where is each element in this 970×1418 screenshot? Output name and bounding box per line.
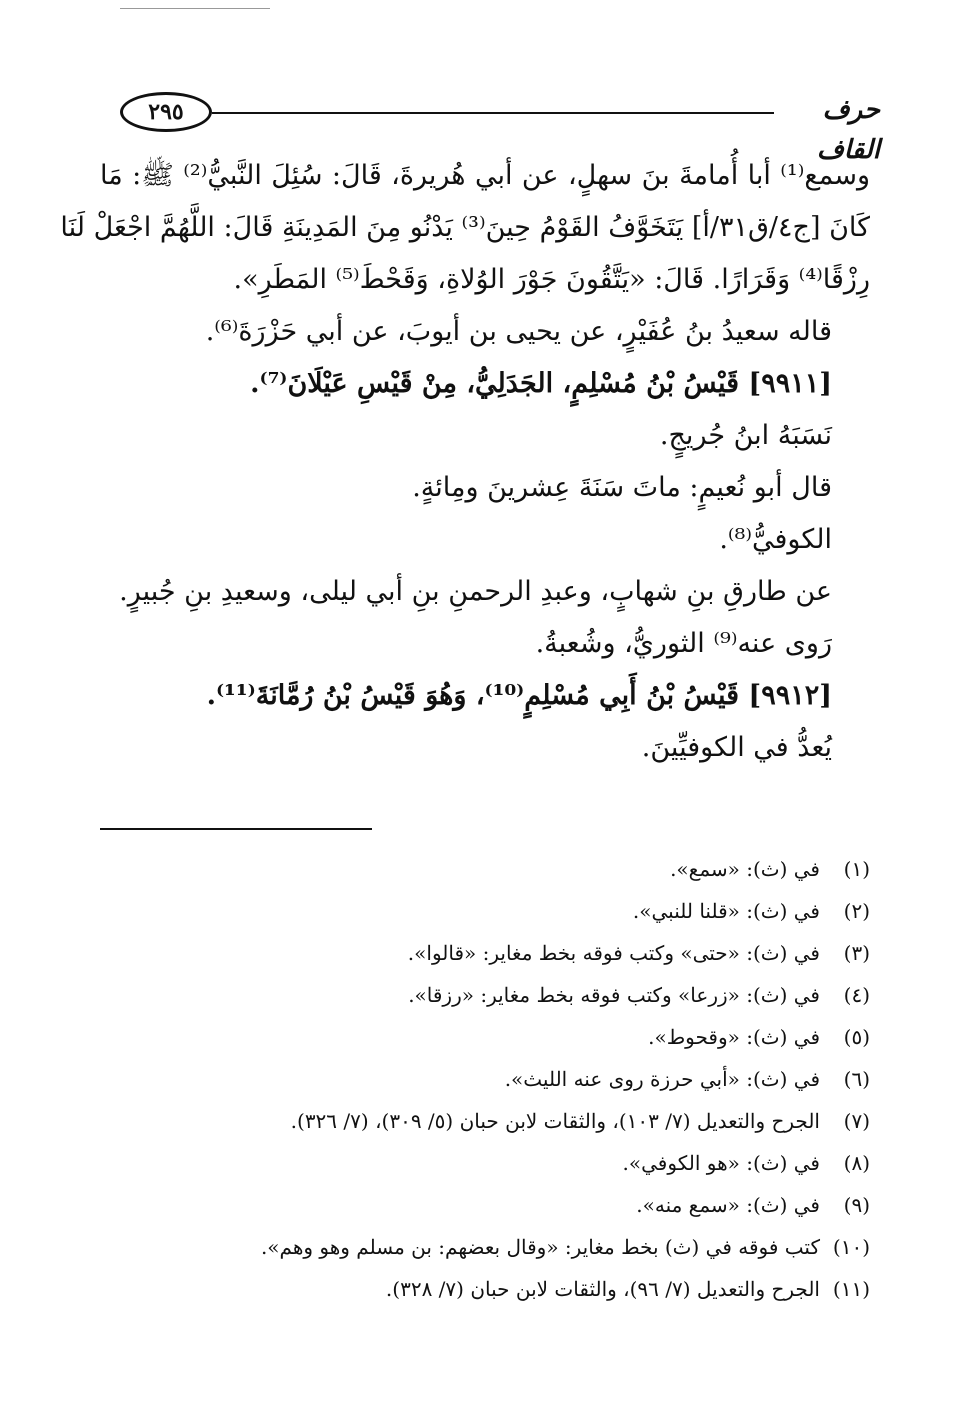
footnote-text: في (ث): «سمع منه». (636, 1193, 820, 1217)
footnote-separator (100, 828, 372, 830)
footnote (100, 1058, 870, 1100)
footnote-number: (١١) (832, 1277, 870, 1301)
footnote-text: في (ث): «حتى» وكتب فوقه بخط مغاير: «قالوا». (407, 941, 820, 965)
footnote-text: في (ث): «أبي حرزة روى عنه الليث». (504, 1067, 820, 1091)
footnotes (100, 848, 870, 1310)
text-line: وسمع⁽¹⁾ أبا أُمامةَ بنَ سهلٍ، عن أبي هُريرةَ، قَالَ: سُئِلَ النَّبيُّ⁽²⁾ ﷺ: مَا (100, 160, 870, 191)
footnote-text: الجرح والتعديل (٧/ ١٠٣)، والثقات لابن حبان (٥/ ٣٠٩)، (٧/ ٣٢٦). (290, 1109, 820, 1133)
main-text (60, 150, 870, 774)
footnote-number: (٨) (843, 1151, 870, 1175)
page-number-badge: ٢٩٥ (120, 92, 212, 132)
footnote (100, 890, 870, 932)
page-header (120, 90, 880, 165)
footnote-number: (١) (843, 857, 870, 881)
footnote (100, 1142, 870, 1184)
footnote-text: في (ث): «قلنا للنبي». (632, 899, 820, 923)
footnote-number: (٢) (843, 899, 870, 923)
footnote-number: (٩) (843, 1193, 870, 1217)
text-line: كَانَ [ج٤/ق٣١/أ] يَتَخَوَّفُ القَوْمُ حِينَ⁽³⁾ يَدْنُو مِنَ المَدِينَةِ قَالَ: اللَّهُمَّ اجْعَلْ لَنَا (60, 212, 870, 243)
entry-heading: [٩٩١١] قَيْسُ بْنُ مُسْلِمٍ، الجَدَلِيُّ، مِنْ قَيْسِ عَيْلَانَ⁽⁷⁾. (250, 368, 832, 399)
footnote-number: (٣) (843, 941, 870, 965)
footnote (100, 1268, 870, 1310)
footnote (100, 1226, 870, 1268)
entry-heading: [٩٩١٢] قَيْسُ بْنُ أَبِي مُسْلِمٍ⁽¹⁰⁾، وَهُوَ قَيْسُ بْنُ رُمَّانَةَ⁽¹¹⁾. (206, 680, 832, 711)
text-line: قال أبو نُعيمٍ: ماتَ سَنَةَ عِشرينَ ومِائةٍ. (412, 472, 832, 503)
footnote-text: في (ث): «زرعا» وكتب فوقه بخط مغاير: «رزقا». (408, 983, 820, 1007)
footnote-number: (٤) (843, 983, 870, 1007)
footnote-number: (٥) (843, 1025, 870, 1049)
text-line: رَوى عنه⁽⁹⁾ الثوريُّ، وشُعبةُ. (535, 628, 832, 659)
top-edge-rule (120, 8, 270, 9)
footnote (100, 848, 870, 890)
footnote (100, 1100, 870, 1142)
footnote (100, 1016, 870, 1058)
text-line: رِزْقًا⁽⁴⁾ وَقَرَارًا. قَالَ: «يَتَّقُونَ جَوْرَ الوُلاةِ، وَقَحْطَ⁽⁵⁾ المَطَرِ». (233, 264, 870, 295)
footnote-text: الجرح والتعديل (٧/ ٩٦)، والثقات لابن حبان (٧/ ٣٢٨). (385, 1277, 820, 1301)
footnote-text: في (ث): «سمع». (670, 857, 820, 881)
footnote (100, 932, 870, 974)
footnote-number: (١٠) (832, 1235, 870, 1259)
footnote-number: (٧) (843, 1109, 870, 1133)
footnote-text: في (ث): «وقحوط». (648, 1025, 820, 1049)
text-line: عن طارقِ بنِ شهابٍ، وعبدِ الرحمنِ بنِ أبي ليلى، وسعيدِ بنِ جُبيرٍ. (119, 576, 832, 607)
footnote (100, 1184, 870, 1226)
footnote (100, 974, 870, 1016)
text-line: قاله سعيدُ بنُ عُفَيْرٍ، عن يحيى بن أيوبَ، عن أبي حَزْرَةَ⁽⁶⁾. (205, 316, 832, 347)
text-line: الكوفيُّ⁽⁸⁾. (719, 524, 832, 555)
header-rule (212, 112, 774, 114)
footnote-text: في (ث): «هو الكوفي». (622, 1151, 820, 1175)
text-line: نَسَبَهُ ابنُ جُريجٍ. (659, 420, 832, 451)
footnote-text: كتب فوقه في (ث) بخط مغاير: «وقال بعضهم: بن مسلم وهو وهم». (260, 1235, 820, 1259)
footnote-number: (٦) (843, 1067, 870, 1091)
running-head: حرف القاف (816, 95, 880, 165)
text-line: يُعدُّ في الكوفيِّينَ. (641, 732, 832, 763)
